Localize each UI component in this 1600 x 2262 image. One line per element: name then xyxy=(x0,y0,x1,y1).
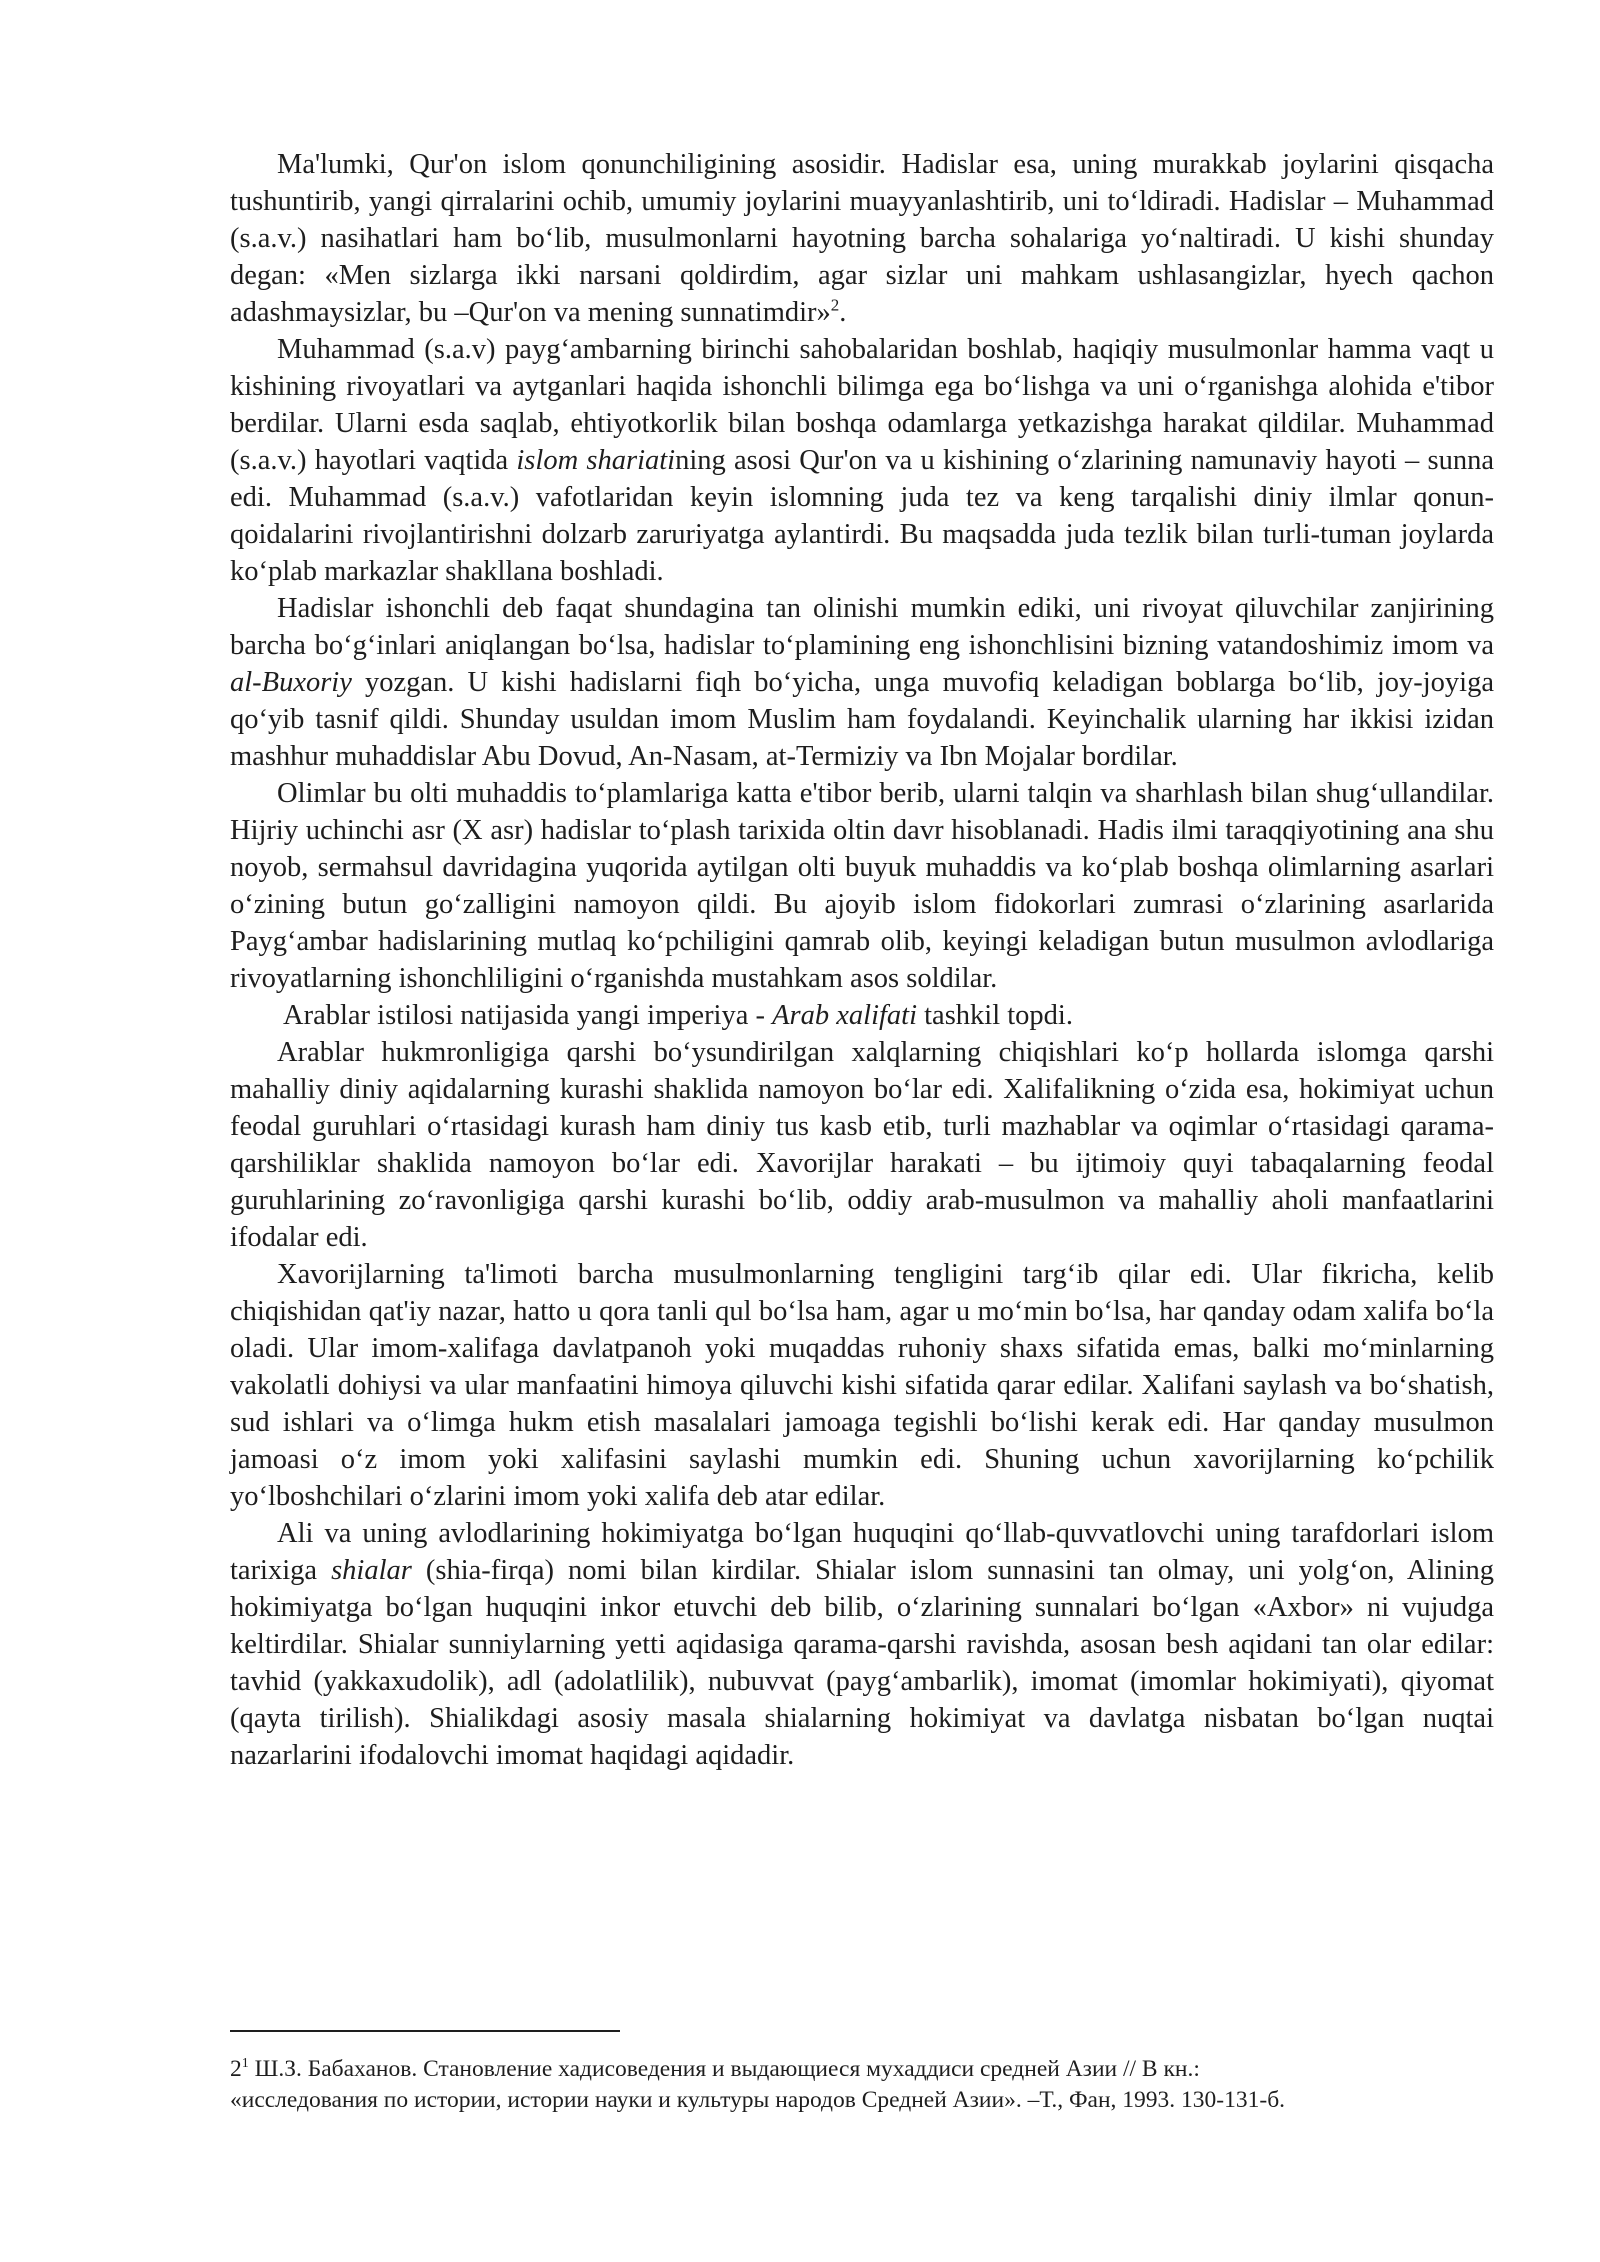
paragraph-5 xyxy=(230,997,1494,1034)
paragraph-3-text-a: Hadislar ishonchli deb faqat shundagina tan olinishi mumkin ediki, uni rivoyat qiluvchilar zanjirining barcha boʻgʻinlari aniqlangan boʻlsa, hadislar toʻplamining eng ishonchlisini bizning vatandoshimiz imom va xyxy=(230,593,1494,661)
paragraph-1-text: Ma'lumki, Qur'on islom qonunchiligining asosidir. Hadislar esa, uning murakkab joylarini qisqacha tushuntirib, yangi qirralarini ochib, umumiy joylarini muayyanlashtirib, uni toʻldiradi. Hadislar – Muhammad (s.a.v.) nasihatlari ham boʻlib, musulmonlarni hayotning barcha sohalariga yoʻnaltiradi. U kishi shunday degan: «Men sizlarga ikki narsani qoldirdim, agar sizlar uni mahkam ushlasangizlar, hyech qachon adashmaysizlar, bu –Qur'on va mening sunnatimdir» xyxy=(230,149,1494,328)
paragraph-4 xyxy=(230,775,1494,997)
footnote-line-2: «исследования по истории, истории науки и культуры народов Средней Азии». –Т., Фан, 1993. 130-131-б. xyxy=(230,2087,1286,2113)
paragraph-8-italic: shialar xyxy=(331,1555,412,1586)
paragraph-4-text: Olimlar bu olti muhaddis toʻplamlariga katta e'tibor berib, ularni talqin va sharhlash bilan shugʻullandilar. Hijriy uchinchi asr (X asr) hadislar toʻplash tarixida oltin davr hisoblanadi. Hadis ilmi taraqqiyotining ana shu noyob, sermahsul davridagina yuqorida aytilgan olti buyuk muhaddis va koʻplab boshqa olimlarning asarlari oʻzining butun goʻzalligini namoyon qildi. Bu ajoyib islom fidokorlari zumrasi oʻzlarining asarlarida Paygʻambar hadislarining mutlaq koʻpchiligini qamrab olib, keyingi keladigan butun musulmon avlodlariga rivoyatlarning ishonchliligini oʻrganishda mustahkam asos soldilar. xyxy=(230,778,1494,994)
paragraph-1: Ma'lumki, Qur'on islom qonunchiligining asosidir. Hadislar esa, uning murakkab joylarini qisqacha tushuntirib, yangi qirralarini ochib, umumiy joylarini muayyanlashtirib, uni toʻldiradi. Hadislar – Muhammad (s.a.v.) nasihatlari ham boʻlib, musulmonlarni hayotning barcha sohalariga yoʻnaltiradi. U kishi shunday degan: «Men sizlarga ikki narsani qoldirdim, agar sizlar uni mahkam ushlasangizlar, hyech qachon adashmaysizlar, bu –Qur'on va mening sunnatimdir»$^2$. xyxy=(230,149,1494,328)
paragraph-8-text-b: (shia-firqa) nomi bilan kirdilar. Shialar islom sunnasini tan olmay, uni yolgʻon, Alining hokimiyatga boʻlgan huquqini inkor etuvchi deb bilib, oʻzlarining sunnalari boʻlgan «Axbor» ni vujudga keltirdilar. Shialar sunniylarning yetti aqidasiga qarama-qarshi ravishda, asosan besh aqidani tan olar edilar: tavhid (yakkaxudolik), adl (adolatlilik), nubuvvat (paygʻambarlik), imomat (imomlar hokimiyati), qiyomat (qayta tirilish). Shialikdagi asosiy masala shialarning hokimiyat va davlatga nisbatan boʻlgan nuqtai nazarlarini ifodalovchi imomat haqidagi aqidadir. xyxy=(230,1555,1494,1771)
paragraph-8 xyxy=(230,1515,1494,1774)
footnote-separator xyxy=(230,2030,620,2032)
paragraph-5-text-b: tashkil topdi. xyxy=(917,1000,1073,1031)
footnote-line-1 xyxy=(230,2054,1494,2085)
paragraph-2 xyxy=(230,331,1494,590)
document-body xyxy=(230,146,1494,1774)
footnote-number: 2 xyxy=(230,2056,242,2082)
paragraph-2-text-a: Muhammad (s.a.v) paygʻambarning birinchi sahobalaridan boshlab, haqiqiy musulmonlar hamma vaqt u kishining rivoyatlari va aytganlari haqida ishonchli bilimga ega boʻlishga va uni oʻrganishga alohida e'tibor berdilar. Ularni esda saqlab, ehtiyotkorlik bilan boshqa odamlarga yetkazishga harakat qildilar. Muhammad (s.a.v.) hayotlari vaqtida xyxy=(230,334,1494,476)
paragraph-7 xyxy=(230,1256,1494,1515)
footnote-reference[interactable]: 2 xyxy=(830,295,840,315)
paragraph-6-text: Arablar hukmronligiga qarshi boʻysundirilgan xalqlarning chiqishlari koʻp hollarda islomga qarshi mahalliy diniy aqidalarning kurashi shaklida namoyon boʻlar edi. Xalifalikning oʻzida esa, hokimiyat uchun feodal guruhlari oʻrtasidagi kurash ham diniy tus kasb etib, turli mazhablar va oqimlar oʻrtasidagi qarama-qarshiliklar shaklida namoyon boʻlar edi. Xavorijlar harakati – bu ijtimoiy quyi tabaqalarning feodal guruhlarining zoʻravonligiga qarshi kurashi boʻlib, oddiy arab-musulmon va mahalliy aholi manfaatlarini ifodalar edi. xyxy=(230,1037,1494,1253)
paragraph-5-italic: Arab xalifati xyxy=(772,1000,917,1031)
paragraph-2-text-b: ning asosi Qur'on va u kishining oʻzlarining namunaviy hayoti – sunna edi. Muhammad (s.a.v.) vafotlaridan keyin islomning juda tez va keng tarqalishi diniy ilmlar qonun-qoidalarini rivojlantirishni dolzarb zaruriyatga aylantirdi. Bu maqsadda juda tezlik bilan turli-tuman joylarda koʻplab markazlar shakllana boshladi. xyxy=(230,445,1494,587)
paragraph-2-italic: islom shariati xyxy=(516,445,676,476)
paragraph-3 xyxy=(230,590,1494,775)
paragraph-5-text-a: Arablar istilosi natijasida yangi imperiya - xyxy=(283,1000,773,1031)
footnote xyxy=(230,2054,1494,2116)
paragraph-7-text: Xavorijlarning ta'limoti barcha musulmonlarning tengligini targʻib qilar edi. Ular fikricha, kelib chiqishidan qat'iy nazar, hatto u qora tanli qul boʻlsa ham, agar u moʻmin boʻlsa, har qanday odam xalifa boʻla oladi. Ular imom-xalifaga davlatpanoh yoki muqaddas ruhoniy shaxs sifatida emas, balki moʻminlarning vakolatli dohiysi va ular manfaatini himoya qiluvchi kishi sifatida qarar edilar. Xalifani saylash va boʻshatish, sud ishlari va oʻlimga hukm etish masalalari jamoaga tegishli boʻlishi kerak edi. Har qanday musulmon jamoasi oʻz imom yoki xalifasini saylashi mumkin edi. Shuning uchun xavorijlarning koʻpchilik yoʻlboshchilari oʻzlarini imom yoki xalifa deb atar edilar. xyxy=(230,1259,1494,1512)
paragraph-6 xyxy=(230,1034,1494,1256)
paragraph-3-italic: al-Buxoriy xyxy=(230,667,352,698)
footnote-superscript: 1 xyxy=(241,2056,249,2072)
paragraph-3-text-b: yozgan. U kishi hadislarni fiqh boʻyicha, unga muvofiq keladigan boblarga boʻlib, joy-joyiga qoʻyib tasnif qildi. Shunday usuldan imom Muslim ham foydalandi. Keyinchalik ularning har ikkisi izidan mashhur muhaddislar Abu Dovud, An-Nasam, at-Termiziy va Ibn Mojalar bordilar. xyxy=(230,667,1494,772)
paragraph-8-text-a: Ali va uning avlodlarining hokimiyatga boʻlgan huquqini qoʻllab-quvvatlovchi uning tarafdorlari islom tarixiga xyxy=(230,1518,1494,1586)
footnote-text-1: Ш.З. Бабаханов. Становление хадисоведения и выдающиеся мухаддиси средней Азии // В кн.: xyxy=(248,2056,1200,2082)
